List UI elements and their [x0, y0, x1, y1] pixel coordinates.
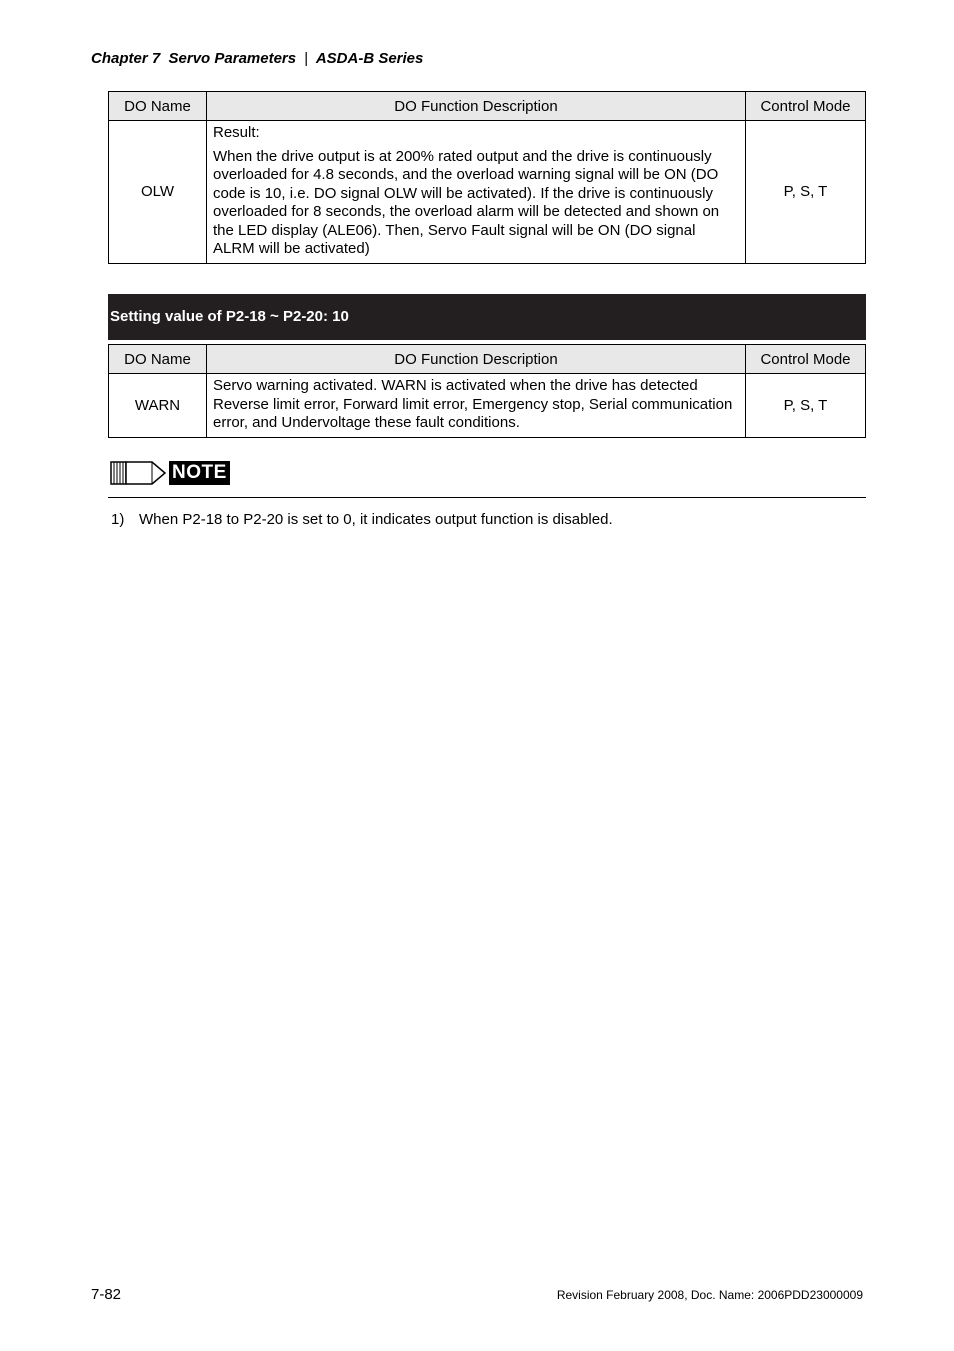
column-header-do-name: DO Name	[109, 345, 207, 374]
list-item	[111, 511, 613, 528]
description-cell: Servo warning activated. WARN is activated when the drive has detected Reverse limit error, Forward limit error, Emergency stop, Serial communication error, and Undervoltage these fault conditions.	[207, 374, 746, 438]
control-mode-cell: P, S, T	[746, 374, 866, 438]
column-header-control-mode: Control Mode	[746, 345, 866, 374]
header-separator: |	[304, 50, 309, 67]
table-header-row	[109, 345, 866, 374]
note-item-text: When P2-18 to P2-20 is set to 0, it indicates output function is disabled.	[139, 511, 613, 528]
page-number: 7-82	[91, 1286, 122, 1303]
page-header	[91, 50, 423, 67]
do-name-cell: OLW	[109, 121, 207, 264]
do-name-cell: WARN	[109, 374, 207, 438]
do-table-olw	[108, 91, 866, 264]
series-name: ASDA-B Series	[315, 50, 424, 67]
do-table-warn	[108, 344, 866, 438]
note-heading	[110, 460, 230, 486]
chapter-title: Servo Parameters	[168, 50, 297, 67]
column-header-description: DO Function Description	[207, 345, 746, 374]
table-row	[109, 374, 866, 438]
table-header-row	[109, 92, 866, 121]
result-label: Result:	[213, 124, 260, 141]
column-header-description: DO Function Description	[207, 92, 746, 121]
pencil-icon	[110, 460, 166, 486]
description-cell	[207, 121, 746, 264]
note-item-number: 1)	[111, 511, 125, 528]
section-bar: Setting value of P2-18 ~ P2-20: 10	[108, 294, 866, 340]
description-text: When the drive output is at 200% rated output and the drive is continuously overloaded for 4.8 seconds, and the overload warning signal will be ON (DO code is 10, i.e. DO signal OLW will be activated). If the drive is continuously overloaded for 8 seconds, the overload alarm will be detected and shown on the LED display (ALE06). Then, Servo Fault signal will be ON (DO signal ALRM will be activated)	[213, 147, 720, 257]
revision-info: Revision February 2008, Doc. Name: 2006PDD23000009	[556, 1288, 863, 1302]
column-header-do-name: DO Name	[109, 92, 207, 121]
note-divider	[108, 497, 866, 498]
control-mode-cell: P, S, T	[746, 121, 866, 264]
table-row	[109, 121, 866, 264]
column-header-control-mode: Control Mode	[746, 92, 866, 121]
chapter-label: Chapter 7	[91, 50, 161, 67]
note-label: NOTE	[169, 461, 230, 485]
